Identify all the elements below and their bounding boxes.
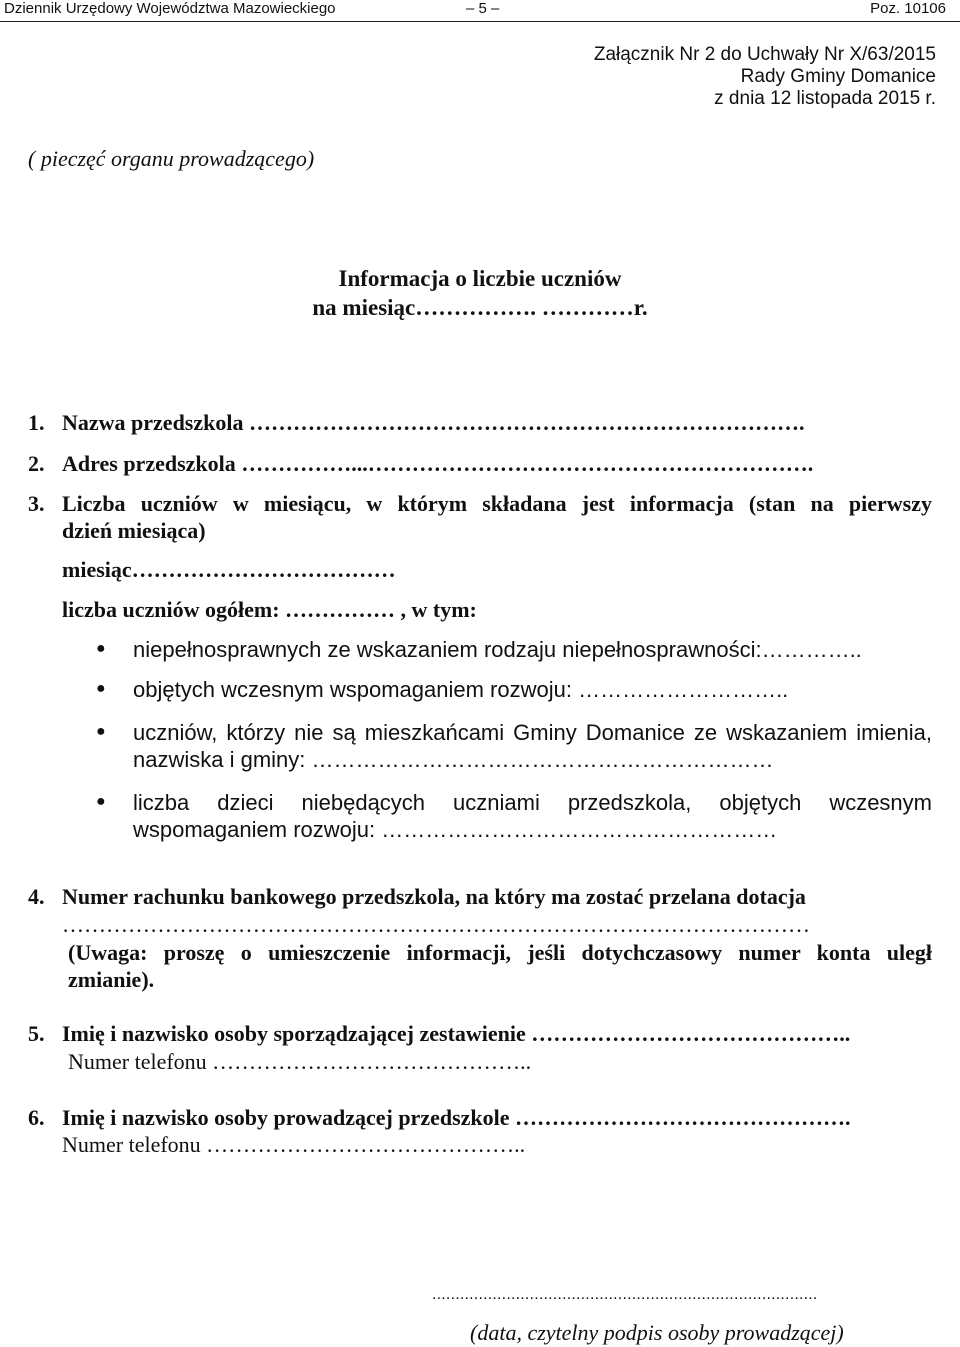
item-6-text: Imię i nazwisko osoby prowadzącej przedszkole ………………………………………. xyxy=(62,1105,851,1130)
item-4-text: Numer rachunku bankowego przedszkola, na który ma zostać przelana dotacja xyxy=(62,884,806,909)
item-2-number: 2. xyxy=(28,451,45,476)
item-3-bullet-1: niepełnosprawnych ze wskazaniem rodzaju niepełnosprawności:………….. xyxy=(133,637,862,662)
signature-line: ................................................................................... xyxy=(432,1286,818,1303)
item-3-text-line-2: dzień miesiąca) xyxy=(62,518,206,543)
item-5-text: Imię i nazwisko osoby sporządzającej zestawienie …………………………………….. xyxy=(62,1021,851,1046)
item-3-bullet-2: objętych wczesnym wspomaganiem rozwoju: ……………………….. xyxy=(133,677,789,702)
item-2-text: Adres przedszkola ……………...……………………………………………………. xyxy=(62,451,814,476)
item-3-bullet-4-line-1: liczba dzieci niebędących uczniami przedszkola, objętych wczesnym xyxy=(133,790,932,815)
item-4-note-line-1: (Uwaga: proszę o umieszczenie informacji, jeśli dotychczasowy numer konta uległ xyxy=(68,940,932,965)
item-3-text-line-1: Liczba uczniów w miesiącu, w którym składana jest informacja (stan na pierwszy xyxy=(62,491,932,516)
stamp-label: ( pieczęć organu prowadzącego) xyxy=(28,146,315,171)
form-title xyxy=(0,264,960,322)
attachment-reference xyxy=(594,44,936,110)
item-1-number: 1. xyxy=(28,410,45,435)
item-3-total-field: liczba uczniów ogółem: …………… , w tym: xyxy=(62,597,477,622)
item-5-phone-field: Numer telefonu …………………………………….. xyxy=(68,1049,532,1074)
journal-title: Dziennik Urzędowy Województwa Mazowieckiego xyxy=(4,0,336,17)
bullet-icon: ● xyxy=(96,640,106,657)
item-5-number: 5. xyxy=(28,1021,45,1046)
item-2-address-field xyxy=(62,451,932,477)
position-number: Poz. 10106 xyxy=(870,0,946,17)
item-4-number: 4. xyxy=(28,884,45,909)
item-6-number: 6. xyxy=(28,1105,45,1130)
item-3-bullet-3-line-1: uczniów, którzy nie są mieszkańcami Gminy Domanice ze wskazaniem imienia, xyxy=(133,720,932,745)
item-3-bullet-4-line-2: wspomaganiem rozwoju: ……………………………………………… xyxy=(133,817,778,842)
item-3-month-field: miesiąc……………………………… xyxy=(62,557,396,582)
item-6-phone-field: Numer telefonu …………………………………….. xyxy=(62,1132,526,1157)
form-title-line-1: Informacja o liczbie uczniów xyxy=(338,266,622,291)
item-1-name-field xyxy=(62,410,932,436)
bullet-icon: ● xyxy=(96,680,106,697)
item-1-text: Nazwa przedszkola …………………………………………………………………. xyxy=(62,410,805,435)
item-3-bullet-3-line-2: nazwiska i gminy: ……………………………………………………… xyxy=(133,747,774,772)
attachment-line-2: Rady Gminy Domanice xyxy=(740,66,936,87)
attachment-line-3: z dnia 12 listopada 2015 r. xyxy=(714,88,936,109)
bullet-icon: ● xyxy=(96,723,106,740)
form-title-line-2: na miesiąc……………. …………r. xyxy=(312,295,648,320)
item-3-number: 3. xyxy=(28,491,45,516)
item-4-account-field: ………………………………………………………………………………………… xyxy=(62,912,810,937)
attachment-line-1: Załącznik Nr 2 do Uchwały Nr X/63/2015 xyxy=(593,44,936,65)
page-number: – 5 – xyxy=(466,0,500,17)
signature-label: (data, czytelny podpis osoby prowadzącej) xyxy=(470,1320,844,1345)
item-4-note-line-2: zmianie). xyxy=(68,967,155,992)
header-divider xyxy=(0,21,960,22)
bullet-icon: ● xyxy=(96,793,106,810)
